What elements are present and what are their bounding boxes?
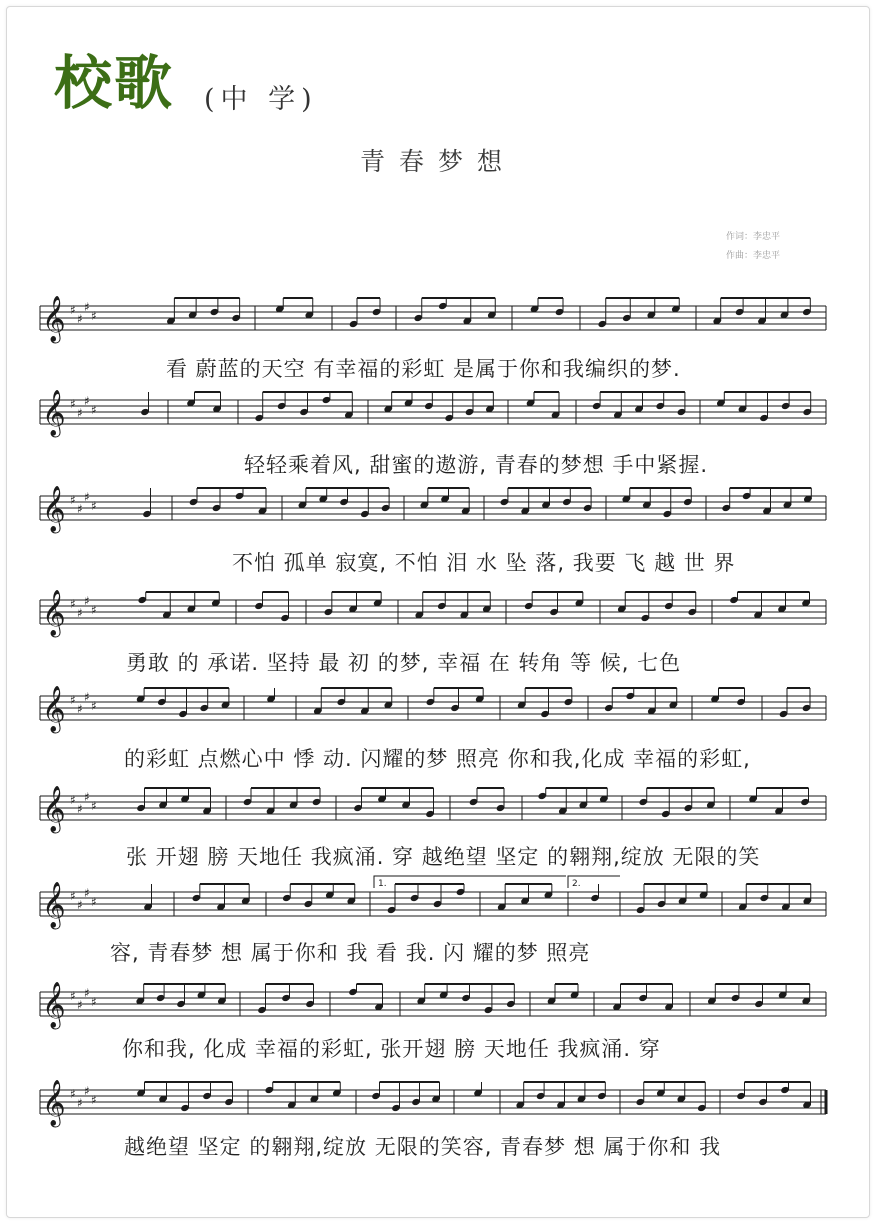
sharp-icon: ♯ <box>84 394 90 408</box>
sharp-icon: ♯ <box>84 790 90 804</box>
sharp-icon: ♯ <box>91 699 97 713</box>
sharp-icon: ♯ <box>91 895 97 909</box>
treble-clef-icon: 𝄞 <box>42 390 66 436</box>
sharp-icon: ♯ <box>77 1096 83 1110</box>
sharp-icon: ♯ <box>84 490 90 504</box>
lyricist-credit: 作词：李忠平 <box>726 232 781 242</box>
treble-clef-icon: 𝄞 <box>42 982 66 1028</box>
sharp-icon: ♯ <box>77 312 83 326</box>
lyric-line: 的彩虹 点燃心中 悸 动. 闪耀的梦 照亮 你和我,化成 幸福的彩虹, <box>124 747 751 771</box>
sharp-icon: ♯ <box>84 1084 90 1098</box>
sharp-icon: ♯ <box>91 309 97 323</box>
sharp-icon: ♯ <box>77 702 83 716</box>
volta-bracket-1 <box>374 876 566 888</box>
composer-credit: 作曲：李忠平 <box>726 251 781 261</box>
sharp-icon: ♯ <box>70 693 76 707</box>
sharp-icon: ♯ <box>84 594 90 608</box>
lyric-line: 轻轻乘着风, 甜蜜的遨游, 青春的梦想 手中紧握. <box>244 453 709 477</box>
sharp-icon: ♯ <box>70 597 76 611</box>
treble-clef-icon: 𝄞 <box>42 882 66 928</box>
sharp-icon: ♯ <box>84 886 90 900</box>
sharp-icon: ♯ <box>91 799 97 813</box>
sharp-icon: ♯ <box>70 303 76 317</box>
lyric-line: 勇敢 的 承诺. 坚持 最 初 的梦, 幸福 在 转角 等 候, 七色 <box>126 651 682 675</box>
sharp-icon: ♯ <box>84 986 90 1000</box>
sharp-icon: ♯ <box>70 793 76 807</box>
sharp-icon: ♯ <box>84 300 90 314</box>
treble-clef-icon: 𝄞 <box>42 686 66 732</box>
lyric-line: 你和我, 化成 幸福的彩虹, 张开翅 膀 天地任 我疯涌. 穿 <box>122 1037 661 1061</box>
sharp-icon: ♯ <box>70 493 76 507</box>
sharp-icon: ♯ <box>91 1093 97 1107</box>
lyric-line: 看 蔚蓝的天空 有幸福的彩虹 是属于你和我编织的梦. <box>166 357 681 381</box>
sharp-icon: ♯ <box>77 802 83 816</box>
page-subtitle: (中 学) <box>204 84 318 115</box>
sharp-icon: ♯ <box>91 995 97 1009</box>
sharp-icon: ♯ <box>70 397 76 411</box>
sharp-icon: ♯ <box>77 898 83 912</box>
sharp-icon: ♯ <box>70 889 76 903</box>
treble-clef-icon: 𝄞 <box>42 296 66 342</box>
sharp-icon: ♯ <box>91 403 97 417</box>
song-title: 青春梦想 <box>359 147 516 176</box>
treble-clef-icon: 𝄞 <box>42 786 66 832</box>
lyric-line: 越绝望 坚定 的翱翔,绽放 无限的笑容, 青春梦 想 属于你和 我 <box>124 1135 722 1159</box>
sharp-icon: ♯ <box>91 499 97 513</box>
treble-clef-icon: 𝄞 <box>42 1080 66 1126</box>
treble-clef-icon: 𝄞 <box>42 590 66 636</box>
sharp-icon: ♯ <box>70 989 76 1003</box>
treble-clef-icon: 𝄞 <box>42 486 66 532</box>
lyric-line: 容, 青春梦 想 属于你和 我 看 我. 闪 耀的梦 照亮 <box>110 941 591 965</box>
sharp-icon: ♯ <box>77 606 83 620</box>
lyric-line: 张 开翅 膀 天地任 我疯涌. 穿 越绝望 坚定 的翱翔,绽放 无限的笑 <box>126 845 761 869</box>
sharp-icon: ♯ <box>77 998 83 1012</box>
volta-label-2: 2. <box>572 879 581 889</box>
lyric-line: 不怕 孤单 寂寞, 不怕 泪 水 坠 落, 我要 飞 越 世 界 <box>232 551 736 575</box>
sharp-icon: ♯ <box>91 603 97 617</box>
volta-label-1: 1. <box>378 879 387 889</box>
sharp-icon: ♯ <box>77 406 83 420</box>
page-title: 校歌 <box>54 49 175 117</box>
sharp-icon: ♯ <box>70 1087 76 1101</box>
sharp-icon: ♯ <box>77 502 83 516</box>
sharp-icon: ♯ <box>84 690 90 704</box>
